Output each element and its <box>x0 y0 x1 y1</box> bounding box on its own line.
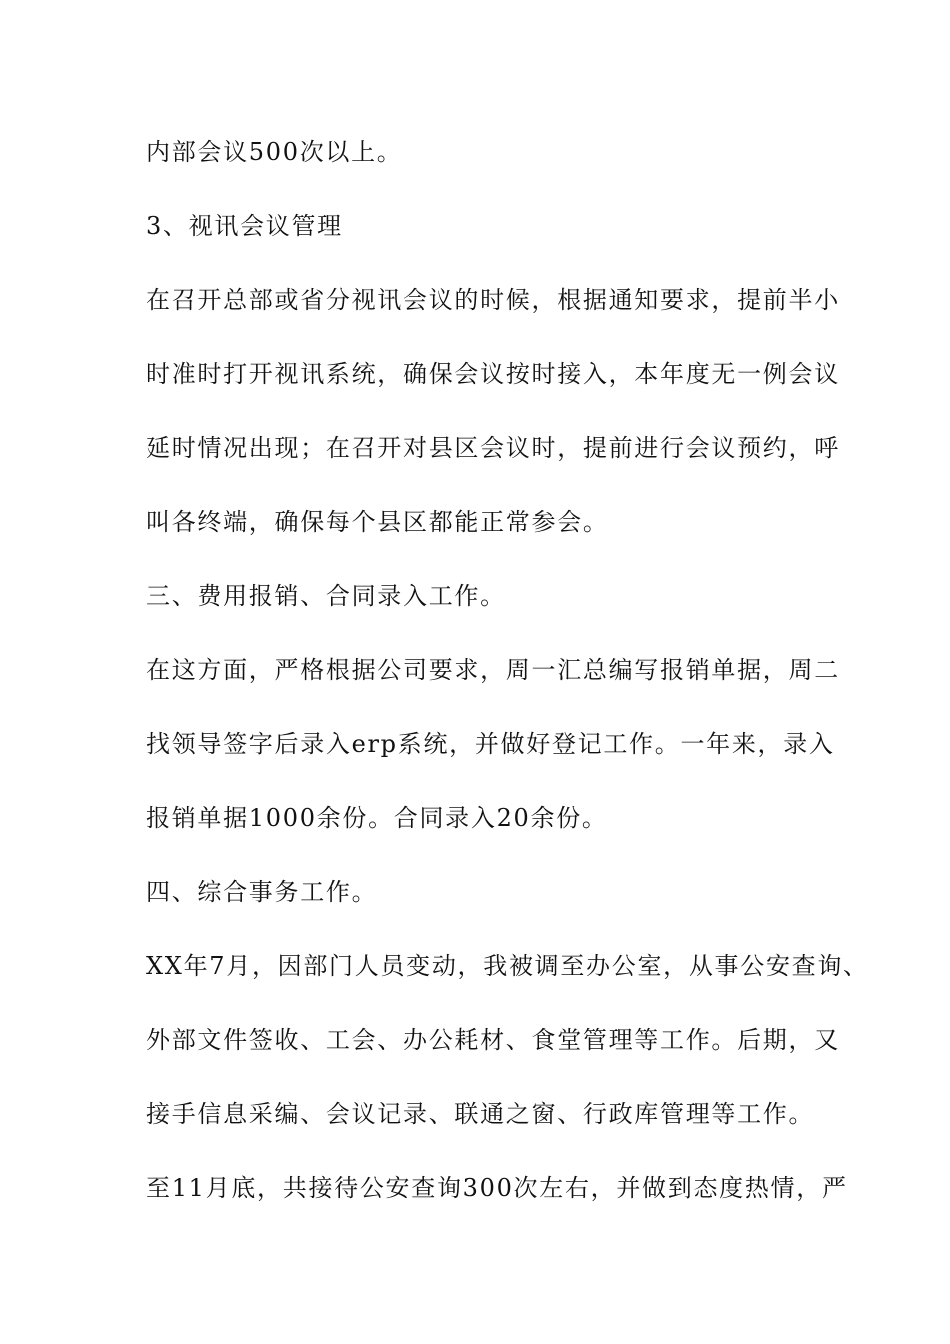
text-line: 接手信息采编、会议记录、联通之窗、行政库管理等工作。 <box>146 1100 815 1128</box>
text-line: 找领导签字后录入erp系统，并做好登记工作。一年来，录入 <box>146 730 835 758</box>
text-line: 在这方面，严格根据公司要求，周一汇总编写报销单据，周二 <box>146 656 840 684</box>
text-line: 至11月底，共接待公安查询300次左右，并做到态度热情，严 <box>146 1174 848 1202</box>
text-line: 叫各终端，确保每个县区都能正常参会。 <box>146 508 609 536</box>
text-line: 报销单据1000余份。合同录入20余份。 <box>146 804 608 832</box>
text-line: 延时情况出现；在召开对县区会议时，提前进行会议预约，呼 <box>146 434 840 462</box>
text-line: 外部文件签收、工会、办公耗材、食堂管理等工作。后期，又 <box>146 1026 840 1054</box>
text-line: 在召开总部或省分视讯会议的时候，根据通知要求，提前半小 <box>146 286 840 314</box>
section-heading: 3、视讯会议管理 <box>146 212 343 240</box>
text-line: 内部会议500次以上。 <box>146 138 403 166</box>
text-line: XX年7月，因部门人员变动，我被调至办公室，从事公安查询、 <box>146 952 869 980</box>
section-heading: 三、费用报销、合同录入工作。 <box>146 582 506 610</box>
text-line: 时准时打开视讯系统，确保会议按时接入，本年度无一例会议 <box>146 360 840 388</box>
section-heading: 四、综合事务工作。 <box>146 878 378 906</box>
